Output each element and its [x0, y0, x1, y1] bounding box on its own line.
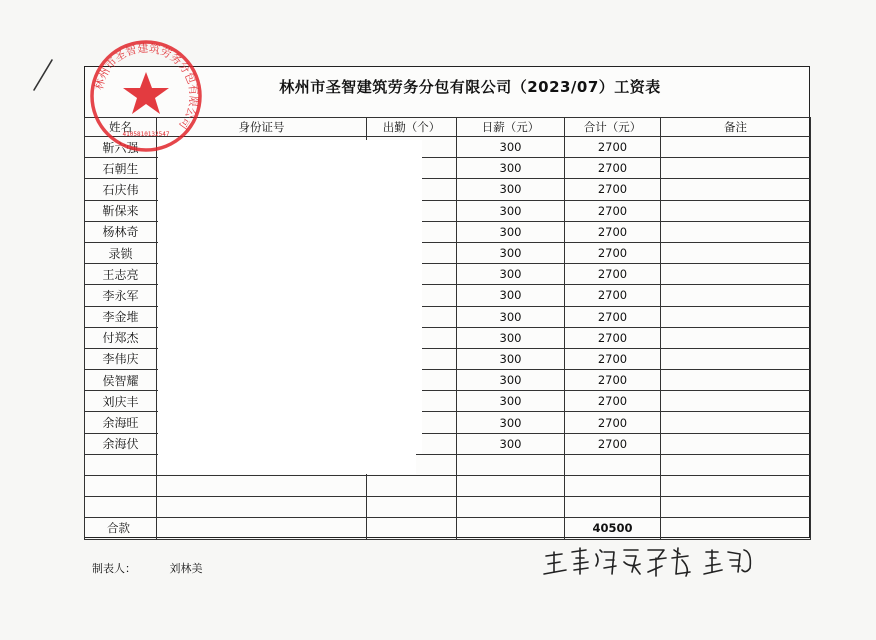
blank-cell	[661, 454, 811, 475]
cell-name: 付郑杰	[85, 327, 157, 348]
total-label: 合款	[85, 518, 157, 539]
blank-cell	[85, 497, 157, 518]
cell-total: 2700	[565, 327, 661, 348]
cell-name: 靳保来	[85, 200, 157, 221]
blank-cell	[565, 497, 661, 518]
cell-total: 2700	[565, 285, 661, 306]
seal-star-icon	[123, 72, 169, 114]
cell-daily-wage: 300	[457, 433, 565, 454]
company-seal	[86, 36, 206, 156]
cell-remarks	[661, 327, 811, 348]
cell-remarks	[661, 264, 811, 285]
cell-remarks	[661, 370, 811, 391]
preparer-line	[92, 560, 203, 576]
blank-cell	[85, 454, 157, 475]
blank-cell	[367, 518, 457, 539]
cell-daily-wage: 300	[457, 412, 565, 433]
cell-remarks	[661, 412, 811, 433]
cell-daily-wage: 300	[457, 242, 565, 263]
blank-cell	[661, 497, 811, 518]
cell-remarks	[661, 348, 811, 369]
header-total: 合计（元）	[565, 118, 661, 137]
cell-remarks	[661, 179, 811, 200]
blank-row	[85, 476, 811, 497]
cell-total: 2700	[565, 137, 661, 158]
cell-daily-wage: 300	[457, 221, 565, 242]
cell-total: 2700	[565, 179, 661, 200]
blank-cell	[457, 476, 565, 497]
cell-remarks	[661, 306, 811, 327]
cell-name: 李金堆	[85, 306, 157, 327]
total-row	[85, 518, 811, 539]
document-title: 林州市圣智建筑劳务分包有限公司（2023/07）工资表	[279, 78, 661, 96]
blank-cell	[661, 476, 811, 497]
cell-name: 录锁	[85, 242, 157, 263]
blank-cell	[457, 497, 565, 518]
preparer-name: 刘林美	[169, 562, 203, 575]
header-name: 姓名	[85, 118, 157, 137]
cell-daily-wage: 300	[457, 137, 565, 158]
seal-ring-text: 林州市圣智建筑劳务分包有限公司	[92, 41, 201, 132]
cell-name: 石朝生	[85, 158, 157, 179]
cell-daily-wage: 300	[457, 179, 565, 200]
cell-total: 2700	[565, 412, 661, 433]
cell-daily-wage: 300	[457, 327, 565, 348]
cell-name: 靳六强	[85, 137, 157, 158]
cell-total: 2700	[565, 242, 661, 263]
handwritten-signatures	[540, 538, 760, 582]
cell-name: 李伟庆	[85, 348, 157, 369]
blank-cell	[565, 476, 661, 497]
pen-stroke-mark	[28, 56, 58, 96]
cell-remarks	[661, 200, 811, 221]
cell-name: 余海伏	[85, 433, 157, 454]
cell-daily-wage: 300	[457, 370, 565, 391]
cell-daily-wage: 300	[457, 285, 565, 306]
header-remarks: 备注	[661, 118, 811, 137]
cell-daily-wage: 300	[457, 391, 565, 412]
cell-total: 2700	[565, 221, 661, 242]
header-attendance: 出勤（个）	[367, 118, 457, 137]
header-id-number: 身份证号	[157, 118, 367, 137]
blank-cell	[157, 518, 367, 539]
cell-remarks	[661, 221, 811, 242]
cell-name: 刘庆丰	[85, 391, 157, 412]
cell-total: 2700	[565, 158, 661, 179]
cell-name: 王志亮	[85, 264, 157, 285]
header-daily-wage: 日薪（元）	[457, 118, 565, 137]
cell-daily-wage: 300	[457, 264, 565, 285]
cell-total: 2700	[565, 433, 661, 454]
cell-total: 2700	[565, 264, 661, 285]
total-amount: 40500	[565, 518, 661, 539]
cell-name: 余海旺	[85, 412, 157, 433]
blank-cell	[457, 518, 565, 539]
cell-remarks	[661, 242, 811, 263]
blank-cell	[85, 476, 157, 497]
cell-total: 2700	[565, 200, 661, 221]
blank-cell	[565, 454, 661, 475]
blank-cell	[367, 497, 457, 518]
cell-remarks	[661, 285, 811, 306]
blank-cell	[457, 454, 565, 475]
blank-row	[85, 497, 811, 518]
cell-name: 杨林奇	[85, 221, 157, 242]
cell-total: 2700	[565, 306, 661, 327]
cell-total: 2700	[565, 370, 661, 391]
cell-name: 李永军	[85, 285, 157, 306]
cell-remarks	[661, 137, 811, 158]
preparer-label: 制表人：	[92, 562, 136, 575]
cell-daily-wage: 300	[457, 306, 565, 327]
cell-remarks	[661, 391, 811, 412]
blank-cell	[157, 476, 367, 497]
cell-remarks	[661, 433, 811, 454]
cell-daily-wage: 300	[457, 158, 565, 179]
cell-daily-wage: 300	[457, 200, 565, 221]
redaction-block	[370, 140, 422, 454]
blank-cell	[661, 518, 811, 539]
seal-code: 4105810132547	[122, 131, 170, 138]
cell-total: 2700	[565, 391, 661, 412]
cell-total: 2700	[565, 348, 661, 369]
cell-daily-wage: 300	[457, 348, 565, 369]
cell-name: 侯智耀	[85, 370, 157, 391]
blank-cell	[367, 476, 457, 497]
blank-cell	[157, 497, 367, 518]
cell-name: 石庆伟	[85, 179, 157, 200]
cell-remarks	[661, 158, 811, 179]
